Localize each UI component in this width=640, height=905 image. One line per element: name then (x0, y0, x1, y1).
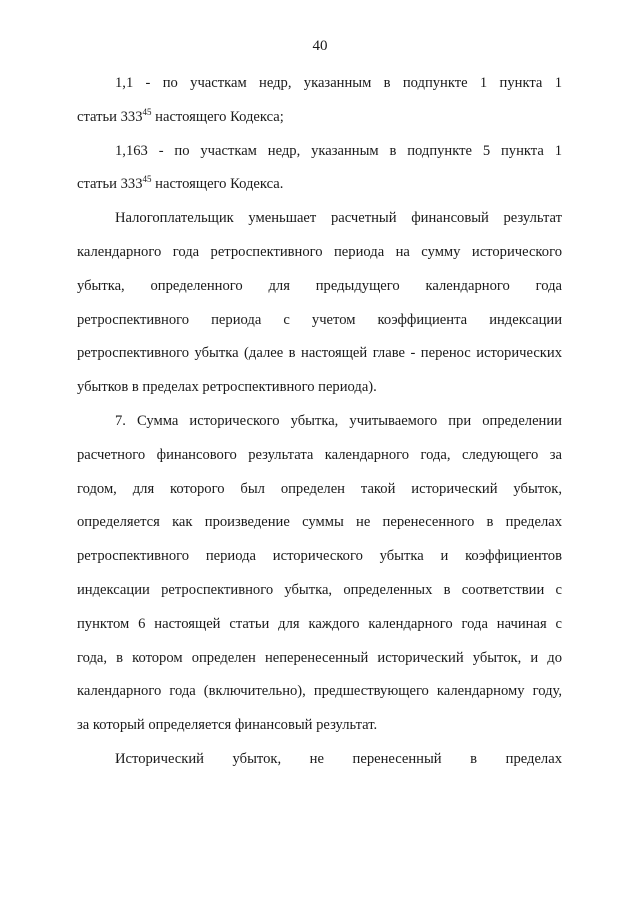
line-text: 7. Сумма исторического убытка, учитываемого при определении (115, 412, 562, 429)
line-text: годом, для которого был определен такой исторический убыток, (77, 480, 562, 497)
line-text: Налогоплательщик уменьшает расчетный финансовый результат (115, 210, 562, 227)
line-text: определяется как произведение суммы не перенесенного в пределах (77, 514, 562, 531)
line-text: года, в котором определен неперенесенный исторический убыток, и до (77, 649, 562, 666)
document-body (77, 73, 562, 783)
superscript: 45 (142, 174, 152, 185)
text-line (77, 681, 562, 715)
text-line (77, 445, 562, 479)
text-line (77, 73, 562, 107)
line-text: расчетного финансового результата календарного года, следующего за (77, 446, 562, 463)
text-line (77, 276, 562, 310)
line-text: календарного года (включительно), предшествующего календарному году, (77, 683, 562, 700)
line-text: ретроспективного убытка (далее в настоящей главе - перенос исторических (77, 345, 562, 362)
line-text: календарного года ретроспективного периода на сумму исторического (77, 243, 562, 260)
line-text: за который определяется финансовый результат. (77, 717, 378, 734)
superscript: 45 (142, 106, 152, 117)
text-line (77, 411, 562, 445)
line-text: Исторический убыток, не перенесенный в пределах (115, 750, 562, 767)
text-line (77, 208, 562, 242)
line-text: 1,163 - по участкам недр, указанным в подпункте 5 пункта 1 (115, 142, 562, 159)
text-line (77, 343, 562, 377)
line-text: ретроспективного периода с учетом коэффициента индексации (77, 311, 562, 328)
text-line (77, 141, 562, 175)
line-text: статьи 333 (77, 176, 143, 193)
line-text: пунктом 6 настоящей статьи для каждого календарного года начиная с (77, 615, 562, 632)
line-text: убытка, определенного для предыдущего календарного года (77, 277, 562, 294)
text-line (77, 614, 562, 648)
line-text: индексации ретроспективного убытка, определенных в соответствии с (77, 581, 562, 598)
page-number: 40 (312, 38, 328, 54)
text-line (77, 310, 562, 344)
text-line (77, 648, 562, 682)
line-text: ретроспективного периода исторического убытка и коэффициентов (77, 548, 562, 565)
line-text: 1,1 - по участкам недр, указанным в подпункте 1 пункта 1 (115, 75, 562, 91)
text-line (77, 512, 562, 546)
text-line (77, 546, 562, 580)
line-text-tail: настоящего Кодекса. (151, 176, 284, 193)
text-line (77, 377, 562, 411)
text-line (77, 107, 562, 141)
line-text: убытков в пределах ретроспективного периода). (77, 379, 377, 396)
text-line (77, 242, 562, 276)
text-line (77, 749, 562, 783)
text-line (77, 580, 562, 614)
text-line (77, 174, 562, 208)
line-text-tail: настоящего Кодекса; (151, 108, 284, 125)
line-text: статьи 333 (77, 108, 143, 125)
text-line (77, 715, 562, 749)
text-line (77, 479, 562, 513)
